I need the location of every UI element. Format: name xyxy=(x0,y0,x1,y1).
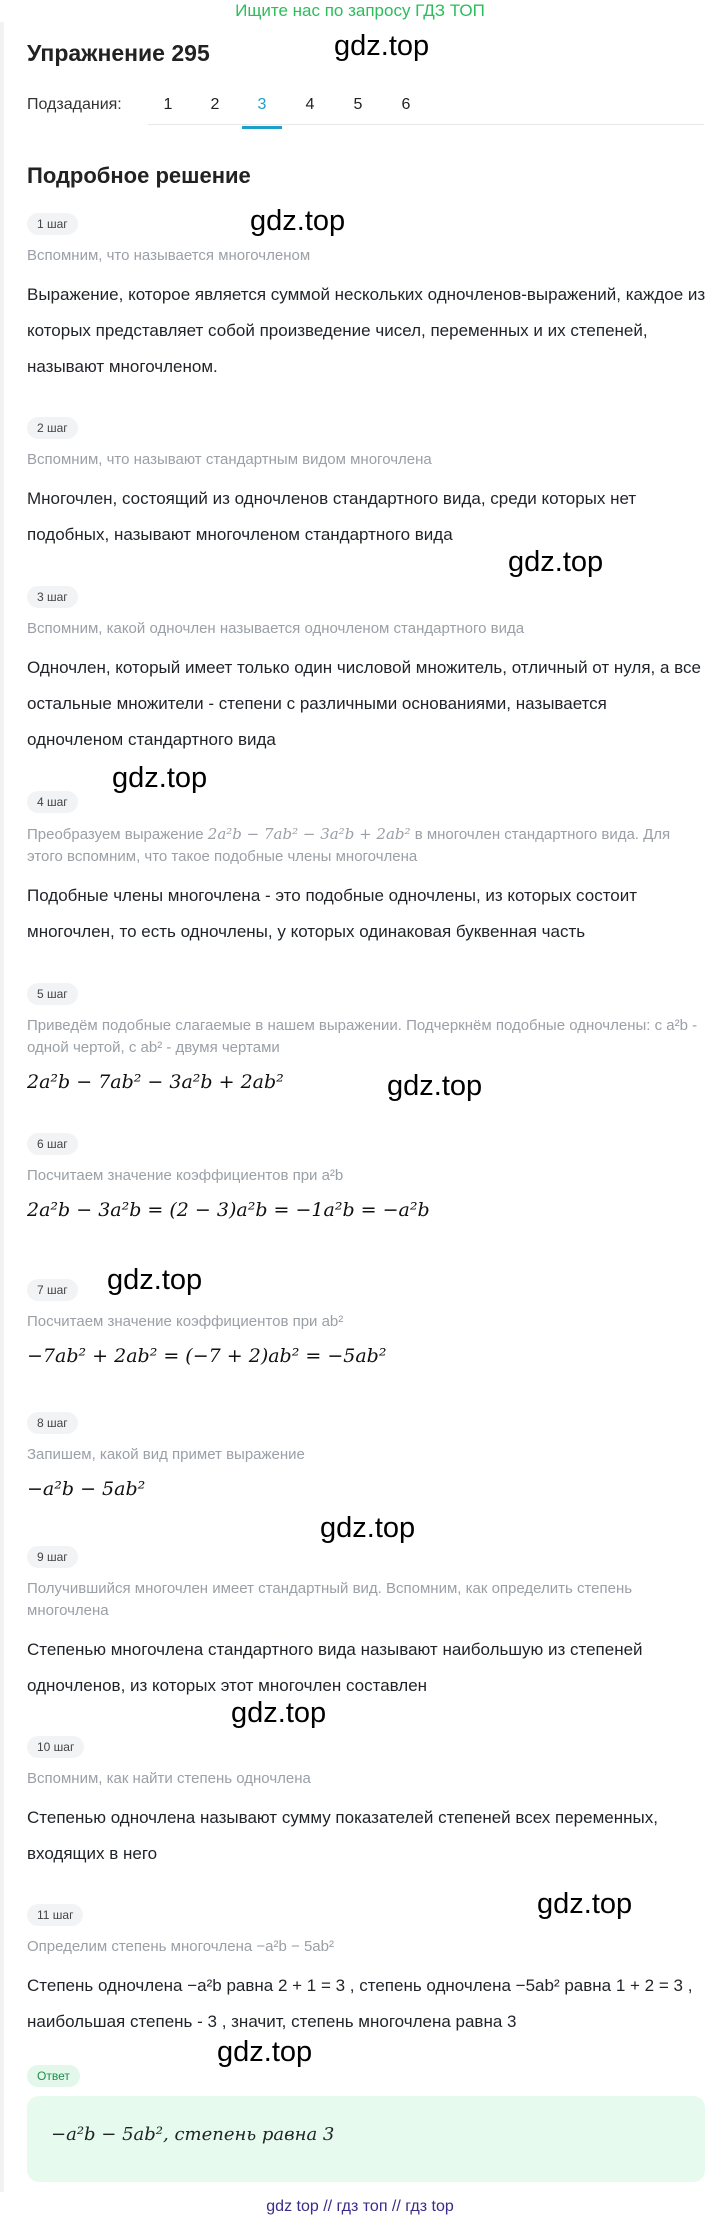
step-hint: Запишем, какой вид примет выражение xyxy=(27,1446,305,1463)
step-3 xyxy=(27,586,707,758)
step-badge: 10 шаг xyxy=(27,1736,84,1758)
watermark: gdz.top xyxy=(537,1888,633,1920)
step-text: Подобные члены многочлена - это подобные одночлены, из которых состоит многочлен, то есть одночлены, у которых одинаковая буквенная часть xyxy=(27,886,638,941)
step-formula: −a²b − 5ab² xyxy=(27,1478,146,1500)
subtask-tab-2[interactable]: 2 xyxy=(210,96,220,113)
watermark: gdz.top xyxy=(107,1264,203,1296)
watermark: gdz.top xyxy=(217,2036,313,2068)
watermark: gdz.top xyxy=(231,1697,327,1729)
watermark: gdz.top xyxy=(320,1512,416,1544)
step-hint xyxy=(27,823,707,868)
step-badge: 11 шаг xyxy=(27,1904,83,1926)
subtask-tab-5[interactable]: 5 xyxy=(353,96,363,113)
step-hint: Получившийся многочлен имеет стандартный вид. Вспомним, как определить степень многочлена xyxy=(27,1580,633,1619)
watermark: gdz.top xyxy=(112,762,208,794)
step-badge: 7 шаг xyxy=(27,1279,78,1301)
step-5 xyxy=(27,983,707,1093)
step-text: Многочлен, состоящий из одночленов стандартного вида, среди которых нет подобных, называют многочленом стандартного вида xyxy=(27,489,637,544)
watermark: gdz.top xyxy=(508,546,604,578)
step-text: Степенью многочлена стандартного вида называют наибольшую из степеней одночленов, из которых этот многочлен составлен xyxy=(27,1640,643,1695)
step-badge: 9 шаг xyxy=(27,1546,78,1568)
step-badge: 1 шаг xyxy=(27,213,78,235)
step-hint: Вспомним, что называется многочленом xyxy=(27,247,311,264)
step-badge: 8 шаг xyxy=(27,1412,78,1434)
step-text: Степень одночлена −a²b равна 2 + 1 = 3 , степень одночлена −5ab² равна 1 + 2 = 3 , наибольшая степень - 3 , значит, степень многочлена равна 3 xyxy=(27,1976,693,2031)
watermark: gdz.top xyxy=(387,1070,483,1102)
step-text: Одночлен, который имеет только один числовой множитель, отличный от нуля, а все остальные множители - степени с различными основаниями, называется одночленом стандартного вида xyxy=(27,658,701,749)
step-1 xyxy=(27,213,707,385)
step-2 xyxy=(27,417,707,553)
step-badge: 5 шаг xyxy=(27,983,78,1005)
step-badge: 3 шаг xyxy=(27,586,78,608)
footer-links[interactable]: gdz top // гдз топ // гдз top xyxy=(266,2198,454,2215)
subtask-tab-6[interactable]: 6 xyxy=(401,96,411,113)
subtasks-tabs xyxy=(148,88,704,125)
step-badge: 2 шаг xyxy=(27,417,78,439)
step-hint: Приведём подобные слагаемые в нашем выражении. Подчеркнём подобные одночлены: с a²b - одной чертой, с ab² - двумя чертами xyxy=(27,1017,698,1056)
solution-title: Подробное решение xyxy=(27,163,251,188)
answer-box xyxy=(27,2096,705,2182)
step-formula: 2a²b − 7ab² − 3a²b + 2ab² xyxy=(27,1071,284,1093)
subtasks-label: Подзадания: xyxy=(27,96,122,113)
subtask-tab-1[interactable]: 1 xyxy=(163,96,173,113)
step-formula: −7ab² + 2ab² = (−7 + 2)ab² = −5ab² xyxy=(27,1345,387,1367)
step-text: Выражение, которое является суммой нескольких одночленов-выражений, каждое из которых представляет собой произведение чисел, переменных и их степеней, называют многочленом. xyxy=(27,285,706,376)
watermark: gdz.top xyxy=(250,205,346,237)
step-badge: 4 шаг xyxy=(27,791,78,813)
step-hint: Определим степень многочлена −a²b − 5ab² xyxy=(27,1938,334,1955)
watermark: gdz.top xyxy=(334,30,430,62)
step-9 xyxy=(27,1546,707,1704)
step-text: Степенью одночлена называют сумму показателей степеней всех переменных, входящих в него xyxy=(27,1808,658,1863)
step-formula: 2a²b − 3a²b = (2 − 3)a²b = −1a²b = −a²b xyxy=(27,1199,430,1221)
step-hint: Посчитаем значение коэффициентов при a²b xyxy=(27,1167,344,1184)
step-10 xyxy=(27,1736,707,1872)
step-hint: Посчитаем значение коэффициентов при ab² xyxy=(27,1313,344,1330)
step-hint-part: в многочлен стандартного вида. Для этого вспомним, что такое подобные члены многочлена xyxy=(27,826,671,865)
step-hint: Вспомним, что называют стандартным видом многочлена xyxy=(27,451,432,468)
left-border xyxy=(0,22,4,2192)
step-6 xyxy=(27,1133,707,1221)
exercise-title: Упражнение 295 xyxy=(27,40,210,66)
step-4 xyxy=(27,791,707,950)
step-11 xyxy=(27,1904,707,2040)
step-badge: 6 шаг xyxy=(27,1133,78,1155)
answer-header xyxy=(27,2065,707,2087)
step-8 xyxy=(27,1412,707,1500)
step-hint: Вспомним, как найти степень одночлена xyxy=(27,1770,311,1787)
step-hint-formula: 2a²b − 7ab² − 3a²b + 2ab² xyxy=(207,825,411,843)
answer-badge: Ответ xyxy=(27,2065,80,2087)
subtask-tab-3[interactable]: 3 xyxy=(242,96,282,114)
step-hint-part: Преобразуем выражение xyxy=(27,826,204,843)
answer-text: −a²b − 5ab², степень равна 3 xyxy=(51,2124,335,2145)
subtask-tab-4[interactable]: 4 xyxy=(305,96,315,113)
search-banner: Ищите нас по запросу ГДЗ ТОП xyxy=(235,1,485,20)
step-hint: Вспомним, какой одночлен называется одночленом стандартного вида xyxy=(27,620,525,637)
